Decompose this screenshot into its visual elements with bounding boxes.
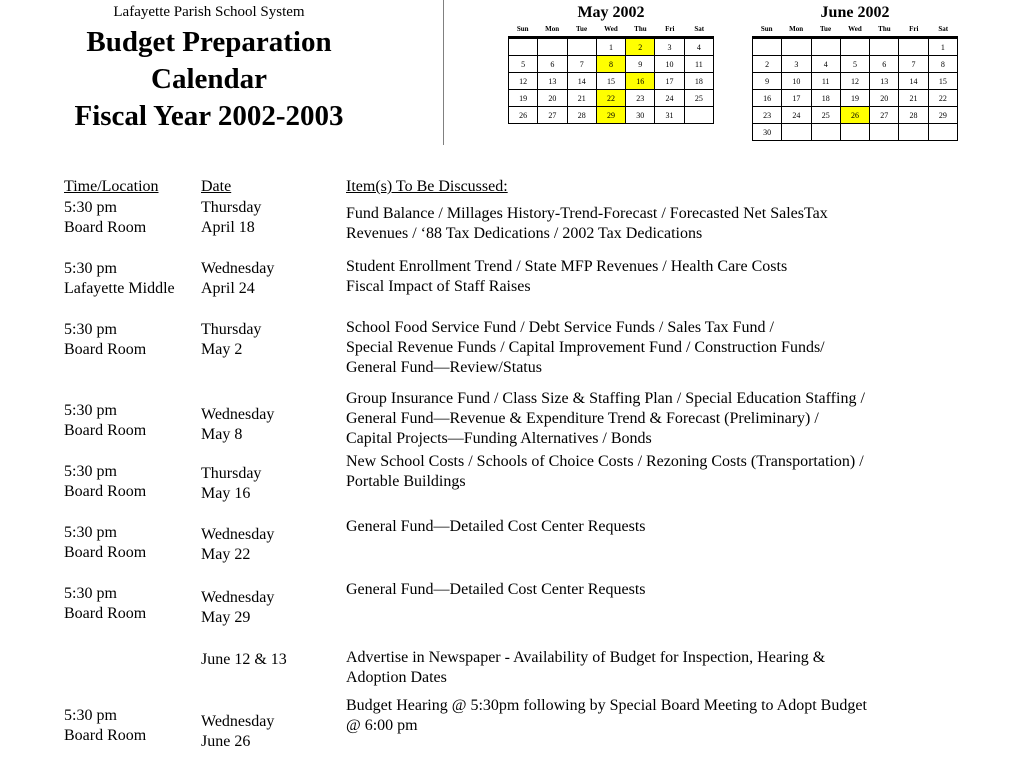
row-items (346, 696, 867, 736)
row-date (201, 525, 274, 565)
text-line: Revenues / ‘88 Tax Dedications / 2002 Tax Dedications (346, 225, 703, 242)
row-time-location (64, 706, 146, 746)
calendar-day: 6 (538, 56, 567, 73)
text-line: 5:30 pm (64, 402, 117, 419)
calendar-day: 8 (928, 56, 957, 73)
day-name: Tue (576, 25, 588, 33)
calendar-day: 3 (655, 38, 684, 56)
row-date (201, 650, 287, 670)
calendar-day: 21 (899, 90, 928, 107)
calendar-day: 17 (782, 90, 811, 107)
time-location-header: Time/Location (64, 178, 159, 195)
text-line: Advertise in Newspaper - Availability of Budget for Inspection, Hearing & (346, 649, 826, 666)
calendar-week (753, 73, 958, 90)
row-time-location (64, 198, 146, 238)
may-calendar-grid (508, 36, 714, 124)
day-name: Sat (938, 25, 949, 33)
text-line: Student Enrollment Trend / State MFP Revenues / Health Care Costs (346, 258, 788, 275)
text-line: General Fund—Review/Status (346, 359, 542, 376)
text-line: Budget Hearing @ 5:30pm following by Special Board Meeting to Adopt Budget (346, 697, 867, 714)
text-line: Fiscal Impact of Staff Raises (346, 278, 531, 295)
row-items (346, 580, 646, 600)
text-line: April 24 (201, 280, 255, 297)
calendar-day: 7 (567, 56, 596, 73)
day-name: Mon (545, 25, 560, 33)
calendar-empty-cell (567, 38, 596, 56)
row-date (201, 464, 261, 504)
row-time-location (64, 462, 146, 502)
items-header: Item(s) To Be Discussed: (346, 178, 508, 195)
calendar-day: 19 (509, 90, 538, 107)
text-line: Fund Balance / Millages History-Trend-Forecast / Forecasted Net SalesTax (346, 205, 828, 222)
calendar-day: 4 (684, 38, 713, 56)
text-line: Special Revenue Funds / Capital Improvement Fund / Construction Funds/ (346, 339, 825, 356)
calendar-day-meeting: 16 (626, 73, 655, 90)
calendar-day: 20 (870, 90, 899, 107)
text-line: 5:30 pm (64, 524, 117, 541)
calendar-week (753, 124, 958, 141)
day-name: Thu (878, 25, 891, 33)
calendar-day: 24 (655, 90, 684, 107)
calendar-day: 13 (870, 73, 899, 90)
calendar-day: 2 (753, 56, 782, 73)
text-line: Wednesday (201, 260, 275, 277)
organization-name: Lafayette Parish School System (113, 4, 305, 20)
calendar-empty-cell (538, 38, 567, 56)
june-calendar (752, 4, 958, 141)
calendar-day: 11 (811, 73, 840, 90)
row-items (346, 452, 864, 492)
text-line: 5:30 pm (64, 707, 117, 724)
calendar-day: 10 (655, 56, 684, 73)
calendar-day: 5 (509, 56, 538, 73)
calendar-day: 9 (753, 73, 782, 90)
text-line: Board Room (64, 219, 147, 236)
page-title-line-1: Budget Preparation (86, 26, 332, 58)
day-name: Sun (760, 25, 773, 33)
date-header: Date (201, 178, 232, 195)
calendar-day: 5 (840, 56, 869, 73)
row-date (201, 712, 274, 752)
row-time-location (64, 320, 146, 360)
text-line: School Food Service Fund / Debt Service Funds / Sales Tax Fund / (346, 319, 774, 336)
calendar-empty-cell (811, 124, 840, 141)
calendar-day: 21 (567, 90, 596, 107)
text-line: New School Costs / Schools of Choice Costs / Rezoning Costs (Transportation) / (346, 453, 864, 470)
text-line: May 8 (201, 426, 243, 443)
calendar-day: 26 (509, 107, 538, 124)
calendar-day: 31 (655, 107, 684, 124)
text-line: Board Room (64, 727, 147, 744)
day-name: Fri (665, 25, 675, 33)
row-time-location (64, 259, 175, 299)
calendar-day: 10 (782, 73, 811, 90)
text-line: Adoption Dates (346, 669, 447, 686)
text-line: May 22 (201, 546, 251, 563)
calendar-day: 9 (626, 56, 655, 73)
calendar-day: 13 (538, 73, 567, 90)
text-line: May 2 (201, 341, 243, 358)
day-name: Mon (789, 25, 804, 33)
calendar-day-meeting: 26 (840, 107, 869, 124)
calendar-day: 18 (684, 73, 713, 90)
row-date (201, 588, 274, 628)
calendar-day: 22 (928, 90, 957, 107)
day-name: Fri (909, 25, 919, 33)
text-line: General Fund—Revenue & Expenditure Trend & Forecast (Preliminary) / (346, 410, 819, 427)
calendar-day-meeting: 22 (596, 90, 625, 107)
page-title-line-2: Calendar (151, 63, 267, 95)
row-items (346, 389, 865, 449)
text-line: Capital Projects—Funding Alternatives / Bonds (346, 430, 652, 447)
text-line: May 16 (201, 485, 251, 502)
calendar-week (509, 73, 714, 90)
row-date (201, 320, 261, 360)
calendar-day: 15 (928, 73, 957, 90)
row-time-location (64, 584, 146, 624)
text-line: Portable Buildings (346, 473, 466, 490)
text-line: Wednesday (201, 713, 275, 730)
header-divider (443, 0, 444, 145)
row-date (201, 259, 274, 299)
calendar-day: 14 (567, 73, 596, 90)
calendar-day: 27 (538, 107, 567, 124)
calendar-empty-cell (782, 38, 811, 56)
text-line: Thursday (201, 321, 262, 338)
text-line: Thursday (201, 199, 262, 216)
text-line: General Fund—Detailed Cost Center Requests (346, 581, 646, 598)
calendar-day: 25 (684, 90, 713, 107)
text-line: Board Room (64, 341, 147, 358)
row-items (346, 648, 825, 688)
day-name: Wed (604, 25, 618, 33)
calendar-day-meeting: 2 (626, 38, 655, 56)
text-line: 5:30 pm (64, 321, 117, 338)
calendar-empty-cell (870, 124, 899, 141)
calendar-day: 24 (782, 107, 811, 124)
calendar-day: 3 (782, 56, 811, 73)
calendar-empty-cell (840, 38, 869, 56)
text-line: April 18 (201, 219, 255, 236)
calendar-empty-cell (753, 38, 782, 56)
text-line: 5:30 pm (64, 585, 117, 602)
text-line: Board Room (64, 605, 147, 622)
text-line: June 26 (201, 733, 251, 750)
day-name: Sun (516, 25, 529, 33)
row-time-location (64, 523, 146, 563)
calendar-day: 20 (538, 90, 567, 107)
calendar-day: 18 (811, 90, 840, 107)
calendar-day: 28 (899, 107, 928, 124)
calendar-week (509, 38, 714, 56)
calendar-week (509, 107, 714, 124)
calendar-week (753, 56, 958, 73)
day-name: Wed (848, 25, 862, 33)
text-line: Wednesday (201, 526, 275, 543)
calendar-day: 23 (626, 90, 655, 107)
calendar-empty-cell (899, 38, 928, 56)
calendar-empty-cell (870, 38, 899, 56)
calendar-empty-cell (899, 124, 928, 141)
calendar-day: 1 (928, 38, 957, 56)
calendar-empty-cell (840, 124, 869, 141)
text-line: June 12 & 13 (201, 651, 287, 668)
may-calendar (508, 4, 714, 124)
calendar-day: 30 (626, 107, 655, 124)
text-line: Lafayette Middle (64, 280, 175, 297)
text-line: 5:30 pm (64, 463, 117, 480)
text-line: Group Insurance Fund / Class Size & Staffing Plan / Special Education Staffing / (346, 390, 865, 407)
day-name: Sat (694, 25, 705, 33)
calendar-day: 25 (811, 107, 840, 124)
page-title-line-3: Fiscal Year 2002-2003 (74, 100, 344, 132)
june-calendar-grid (752, 36, 958, 141)
text-line: 5:30 pm (64, 199, 117, 216)
text-line: Thursday (201, 465, 262, 482)
text-line: 5:30 pm (64, 260, 117, 277)
calendar-day: 1 (596, 38, 625, 56)
calendar-week (753, 38, 958, 56)
calendar-day: 19 (840, 90, 869, 107)
may-day-names (508, 24, 714, 34)
calendar-empty-cell (928, 124, 957, 141)
calendar-empty-cell (811, 38, 840, 56)
calendar-day: 11 (684, 56, 713, 73)
calendar-empty-cell (684, 107, 713, 124)
calendar-day: 6 (870, 56, 899, 73)
calendar-week (753, 107, 958, 124)
june-day-names (752, 24, 958, 34)
calendar-day: 12 (509, 73, 538, 90)
row-items (346, 517, 646, 537)
row-items (346, 257, 787, 297)
calendar-day: 12 (840, 73, 869, 90)
calendar-week (509, 90, 714, 107)
calendar-empty-cell (782, 124, 811, 141)
text-line: @ 6:00 pm (346, 717, 418, 734)
calendar-day: 28 (567, 107, 596, 124)
text-line: Wednesday (201, 406, 275, 423)
may-calendar-title: May 2002 (577, 4, 645, 21)
calendar-day: 17 (655, 73, 684, 90)
calendar-day: 27 (870, 107, 899, 124)
calendar-day: 15 (596, 73, 625, 90)
calendar-day: 16 (753, 90, 782, 107)
text-line: May 29 (201, 609, 251, 626)
calendar-day: 30 (753, 124, 782, 141)
text-line: Wednesday (201, 589, 275, 606)
row-items (346, 318, 825, 378)
text-line: Board Room (64, 483, 147, 500)
row-time-location (64, 401, 146, 441)
calendar-day: 4 (811, 56, 840, 73)
calendar-day-meeting: 8 (596, 56, 625, 73)
row-date (201, 198, 261, 238)
calendar-week (509, 56, 714, 73)
calendar-day: 7 (899, 56, 928, 73)
text-line: Board Room (64, 422, 147, 439)
calendar-day-meeting: 29 (596, 107, 625, 124)
row-date (201, 405, 274, 445)
calendar-week (753, 90, 958, 107)
june-calendar-title: June 2002 (820, 4, 890, 21)
text-line: General Fund—Detailed Cost Center Requests (346, 518, 646, 535)
calendar-empty-cell (509, 38, 538, 56)
calendar-day: 23 (753, 107, 782, 124)
day-name: Tue (820, 25, 832, 33)
row-items (346, 204, 828, 244)
calendar-day: 14 (899, 73, 928, 90)
calendar-day: 29 (928, 107, 957, 124)
day-name: Thu (634, 25, 647, 33)
text-line: Board Room (64, 544, 147, 561)
